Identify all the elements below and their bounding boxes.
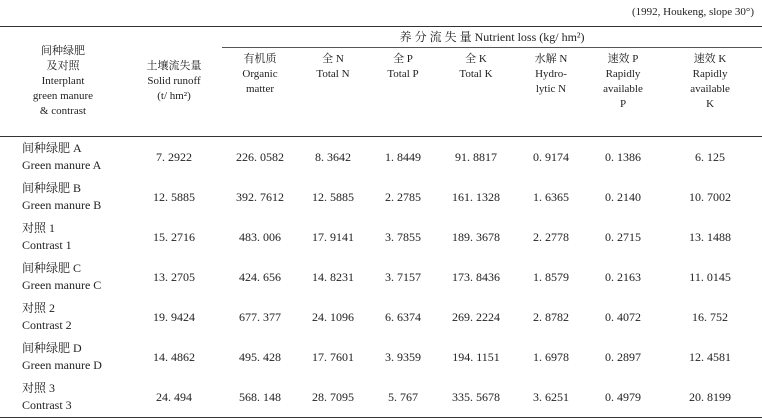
value-cell: 226. 0582 (236, 149, 284, 164)
value-cell: 12. 5885 (312, 189, 354, 204)
header-line: 有机质 (243, 53, 277, 65)
treatment-name-cn: 间种绿肥 A (22, 141, 82, 155)
treatment-name-cn: 对照 1 (22, 221, 56, 235)
header-line: 水解 N (534, 53, 568, 65)
value-cell: 5. 767 (368, 377, 438, 418)
value-cell: 194. 1151 (452, 349, 500, 364)
header-line: Rapidly (692, 68, 728, 80)
header-line: Total N (316, 68, 350, 80)
value-cell: 1. 8449 (385, 149, 421, 164)
header-line: available (603, 83, 643, 95)
value-cell: 3. 9359 (385, 349, 421, 364)
table-row (0, 177, 762, 217)
value-cell: 3. 6251 (514, 377, 588, 418)
value-cell: 14. 8231 (312, 269, 354, 284)
treatment-name-cn: 对照 2 (22, 301, 56, 315)
value-cell: 568. 148 (222, 377, 298, 418)
row-header-line: green manure (32, 90, 94, 102)
header-line: 全 P (393, 53, 413, 65)
value-cell: 12. 5885 (153, 189, 195, 204)
header-line: 全 K (465, 53, 487, 65)
value-cell: 495. 428 (239, 349, 281, 364)
runoff-header-line: (t/ hm²) (157, 90, 191, 102)
value-cell: 13. 2705 (153, 269, 195, 284)
header-line: K (706, 98, 715, 110)
treatment-name-cn: 间种绿肥 D (22, 341, 82, 355)
value-cell: 24. 1096 (312, 309, 354, 324)
value-cell: 269. 2224 (452, 309, 500, 324)
row-header-line: Interplant (41, 75, 85, 87)
value-cell: 677. 377 (239, 309, 281, 324)
value-cell: 10. 7002 (689, 189, 732, 204)
table-row (0, 257, 762, 297)
value-cell: 28. 7095 (298, 377, 368, 418)
value-cell: 1. 6365 (533, 189, 569, 204)
treatment-name-cn: 间种绿肥 C (22, 261, 82, 275)
treatment-name-cell (0, 177, 126, 217)
value-cell: 20. 8199 (658, 377, 762, 418)
row-header-cell (0, 27, 126, 137)
row-header-line: 及对照 (46, 60, 80, 72)
table-body (0, 137, 762, 418)
value-cell: 7. 2922 (156, 149, 192, 164)
row-header-line: & contrast (39, 105, 87, 117)
value-cell: 8. 3642 (315, 149, 351, 164)
column-header-total-p (368, 48, 438, 137)
treatment-name-en: Green manure D (22, 358, 102, 372)
value-cell: 0. 4072 (605, 309, 641, 324)
value-cell: 424. 656 (239, 269, 281, 284)
header-line: Rapidly (605, 68, 641, 80)
table-caption: (1992, Houkeng, slope 30°) (631, 6, 754, 18)
treatment-name-en: Contrast 3 (22, 398, 72, 412)
header-line: Organic (242, 68, 278, 80)
value-cell: 2. 8782 (533, 309, 569, 324)
table-row (0, 297, 762, 337)
value-cell: 17. 9141 (312, 229, 354, 244)
header-line: 速效 K (693, 53, 727, 65)
header-line: P (619, 98, 627, 110)
treatment-name-en: Green manure A (22, 158, 102, 172)
value-cell: 15. 2716 (153, 229, 195, 244)
table-row (0, 337, 762, 377)
value-cell: 173. 8436 (452, 269, 500, 284)
runoff-header-line: Solid runoff (147, 75, 201, 87)
nutrient-loss-table (0, 26, 762, 418)
value-cell: 14. 4862 (153, 349, 195, 364)
column-header-rapidly-available-k (658, 48, 762, 137)
treatment-name-en: Green manure B (22, 198, 102, 212)
value-cell: 1. 6978 (533, 349, 569, 364)
value-cell: 91. 8817 (455, 149, 497, 164)
row-header-line: 间种绿肥 (41, 45, 85, 57)
value-cell: 161. 1328 (452, 189, 500, 204)
header-line: lytic N (535, 83, 567, 95)
table-row (0, 137, 762, 178)
value-cell: 6. 6374 (385, 309, 421, 324)
value-cell: 12. 4581 (689, 349, 732, 364)
value-cell: 1. 8579 (533, 269, 569, 284)
value-cell: 0. 4979 (588, 377, 658, 418)
value-cell: 0. 1386 (605, 149, 641, 164)
treatment-name-en: Green manure C (22, 278, 102, 292)
value-cell: 0. 2715 (605, 229, 641, 244)
header-line: Hydro- (535, 68, 567, 80)
value-cell: 19. 9424 (153, 309, 195, 324)
value-cell: 335. 5678 (438, 377, 514, 418)
column-header-total-n (298, 48, 368, 137)
value-cell: 3. 7855 (385, 229, 421, 244)
runoff-header-cell (126, 27, 222, 137)
table-header (0, 27, 762, 137)
value-cell: 0. 9174 (533, 149, 569, 164)
value-cell: 17. 7601 (312, 349, 354, 364)
treatment-name-en: Contrast 1 (22, 238, 72, 252)
header-line: 速效 P (607, 53, 639, 65)
treatment-name-cell (0, 377, 126, 418)
table-row (0, 377, 762, 418)
value-cell: 24. 494 (126, 377, 222, 418)
value-cell: 189. 3678 (452, 229, 500, 244)
value-cell: 16. 752 (692, 309, 729, 324)
header-line: 全 N (322, 53, 344, 65)
column-header-rapidly-available-p (588, 48, 658, 137)
table-row (0, 217, 762, 257)
value-cell: 392. 7612 (236, 189, 284, 204)
header-line: Total K (459, 68, 493, 80)
column-header-hydrolytic-n (514, 48, 588, 137)
treatment-name-en: Contrast 2 (22, 318, 72, 332)
treatment-name-cn: 间种绿肥 B (22, 181, 82, 195)
treatment-name-cn: 对照 3 (22, 381, 56, 395)
value-cell: 6. 125 (695, 149, 726, 164)
treatment-name-cell (0, 137, 126, 178)
value-cell: 0. 2140 (605, 189, 641, 204)
header-line: matter (245, 83, 275, 95)
nutrient-loss-group-header: 养 分 流 失 量 Nutrient loss (kg/ hm²) (222, 27, 762, 48)
runoff-header-line: 土壤流失量 (146, 60, 202, 72)
header-line: available (690, 83, 730, 95)
value-cell: 13. 1488 (689, 229, 732, 244)
value-cell: 11. 0145 (689, 269, 731, 284)
column-header-organic-matter (222, 48, 298, 137)
value-cell: 2. 2778 (533, 229, 569, 244)
value-cell: 0. 2897 (605, 349, 641, 364)
treatment-name-cell (0, 297, 126, 337)
column-header-total-k (438, 48, 514, 137)
header-line: Total P (387, 68, 419, 80)
value-cell: 2. 2785 (385, 189, 421, 204)
treatment-name-cell (0, 257, 126, 297)
treatment-name-cell (0, 217, 126, 257)
treatment-name-cell (0, 337, 126, 377)
value-cell: 0. 2163 (605, 269, 641, 284)
value-cell: 3. 7157 (385, 269, 421, 284)
value-cell: 483. 006 (239, 229, 281, 244)
